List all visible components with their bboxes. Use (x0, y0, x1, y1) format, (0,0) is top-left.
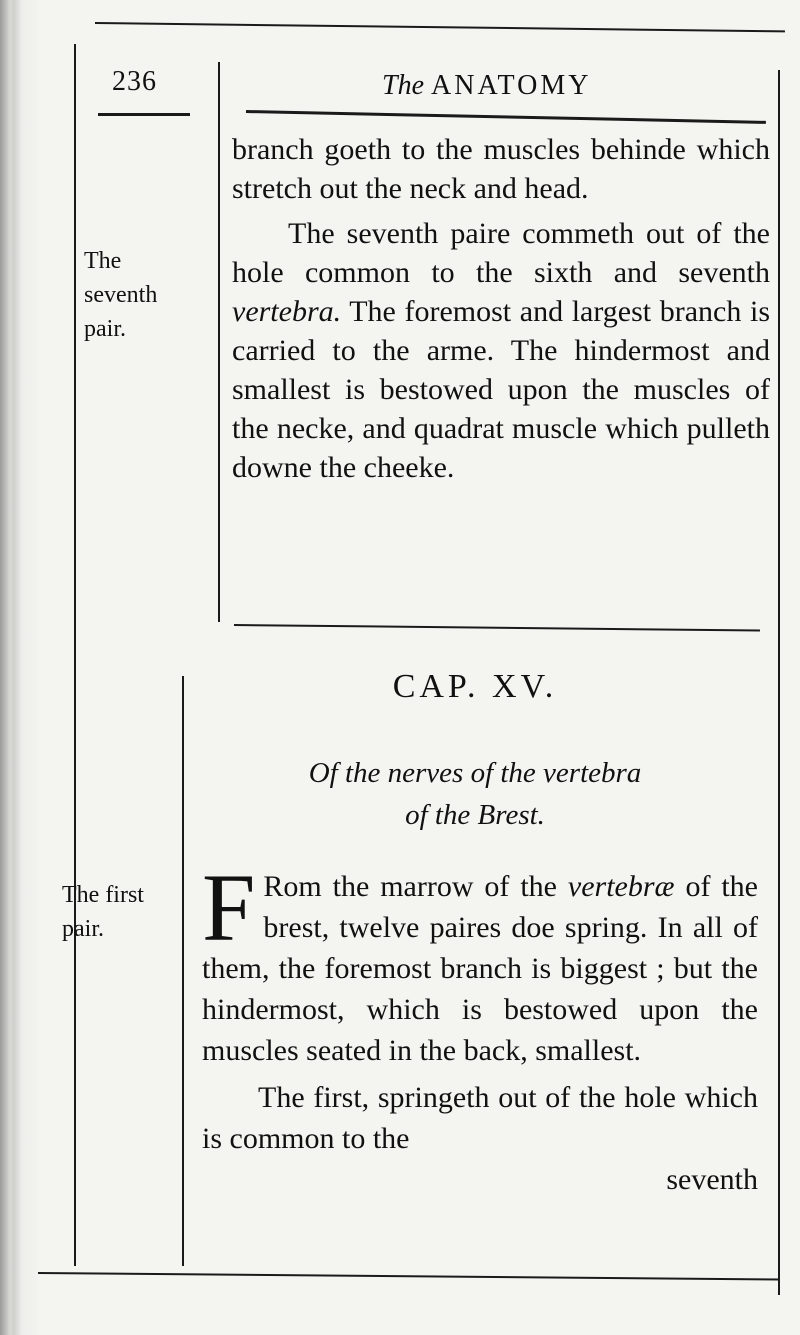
paragraph (202, 854, 758, 1071)
catchword: seventh (666, 1163, 758, 1196)
subtitle-line: Of the nerves of the vertebra (308, 757, 642, 789)
running-title-caps: ANATOMY (431, 70, 592, 101)
running-title (382, 70, 592, 102)
margin-note-first-pair (62, 878, 144, 946)
margin-note-line: seventh (84, 282, 158, 308)
paragraph (232, 214, 770, 487)
drop-cap: F (202, 854, 256, 961)
paragraph: branch goeth to the muscles behinde which stretch out the neck and head. (232, 133, 770, 205)
margin-note-line: pair. (62, 916, 104, 942)
italic-term: vertebræ (567, 870, 675, 903)
margin-note-line: pair. (84, 316, 126, 342)
page-edge (0, 0, 38, 1335)
body-text-upper (232, 130, 770, 487)
text-run: Rom the marrow of the (263, 870, 568, 903)
right-border (778, 70, 780, 1295)
margin-note-line: The (84, 248, 122, 274)
running-title-italic: The (382, 70, 424, 101)
italic-term: vertebra. (232, 295, 342, 328)
text-run: The seventh paire commeth out of the hole common to the sixth and seventh (232, 217, 770, 289)
margin-divider-upper (218, 62, 220, 622)
subtitle-line: of the Brest. (405, 799, 545, 831)
margin-note-line: The first (62, 882, 144, 908)
paragraph: The first, springeth out of the hole which is common to the (202, 1081, 758, 1155)
text-run: of the brest, twelve paires doe spring. In all of them, the foremost branch is biggest ; but the hindermost, which is bestowed upon the muscles seated in the back, smallest. (202, 870, 758, 1067)
margin-note-seventh-pair (84, 244, 157, 346)
header-rule-left (98, 113, 190, 116)
chapter-subtitle (180, 752, 770, 836)
chapter-heading: CAP. XV. (392, 668, 558, 705)
body-text-lower (202, 854, 758, 1200)
left-border (74, 44, 76, 1266)
page-number: 236 (112, 66, 157, 97)
text-run: The foremost and largest branch is carried to the arme. The hindermost and smallest is bestowed upon the muscles of the necke, and quadrat muscle which pulleth downe the cheeke. (232, 295, 770, 484)
